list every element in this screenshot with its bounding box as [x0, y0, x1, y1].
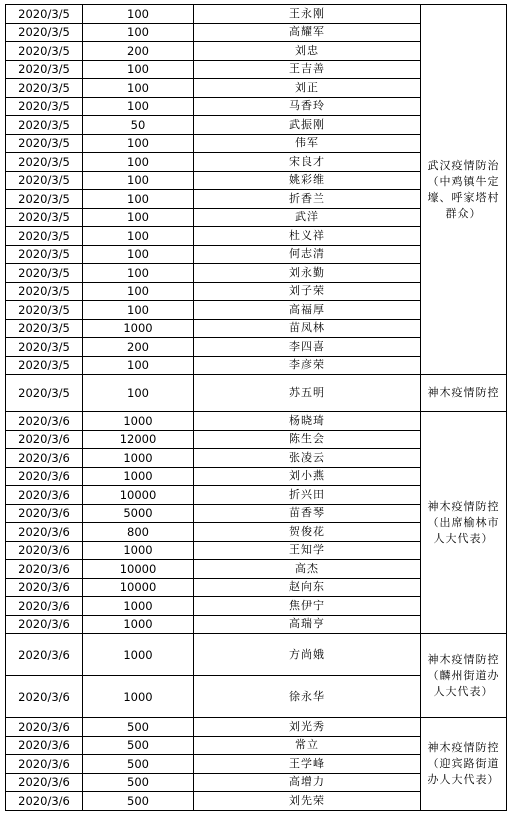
amount-cell: 100 — [83, 5, 194, 24]
amount-cell: 200 — [83, 42, 194, 61]
name-cell: 王永刚 — [194, 5, 421, 24]
name-cell: 武振刚 — [194, 116, 421, 135]
name-cell: 王学峰 — [194, 755, 421, 774]
date-cell: 2020/3/6 — [6, 467, 83, 486]
date-cell: 2020/3/5 — [6, 227, 83, 246]
name-cell: 伟军 — [194, 134, 421, 153]
date-cell: 2020/3/6 — [6, 578, 83, 597]
name-cell: 李四喜 — [194, 338, 421, 357]
date-cell: 2020/3/5 — [6, 79, 83, 98]
table-row — [6, 375, 507, 412]
amount-cell: 1000 — [83, 412, 194, 431]
amount-cell: 800 — [83, 523, 194, 542]
amount-cell: 12000 — [83, 430, 194, 449]
name-cell: 高瑞亨 — [194, 615, 421, 634]
name-cell: 刘正 — [194, 79, 421, 98]
amount-cell: 1000 — [83, 676, 194, 718]
name-cell: 刘先荣 — [194, 792, 421, 811]
amount-cell: 1000 — [83, 449, 194, 468]
amount-cell: 500 — [83, 773, 194, 792]
date-cell: 2020/3/5 — [6, 190, 83, 209]
name-cell: 高杰 — [194, 560, 421, 579]
name-cell: 何志清 — [194, 245, 421, 264]
name-cell: 苏五明 — [194, 375, 421, 412]
amount-cell: 1000 — [83, 615, 194, 634]
date-cell: 2020/3/6 — [6, 676, 83, 718]
amount-cell: 100 — [83, 153, 194, 172]
date-cell: 2020/3/6 — [6, 412, 83, 431]
name-cell: 刘小燕 — [194, 467, 421, 486]
date-cell: 2020/3/6 — [6, 486, 83, 505]
date-cell: 2020/3/5 — [6, 116, 83, 135]
name-cell: 苗凤林 — [194, 319, 421, 338]
table-row — [6, 634, 507, 676]
amount-cell: 500 — [83, 736, 194, 755]
name-cell: 王知学 — [194, 541, 421, 560]
amount-cell: 10000 — [83, 578, 194, 597]
amount-cell: 100 — [83, 301, 194, 320]
date-cell: 2020/3/6 — [6, 504, 83, 523]
amount-cell: 100 — [83, 375, 194, 412]
note-cell-shenmu: 神木疫情防控 — [421, 375, 507, 412]
date-cell: 2020/3/6 — [6, 523, 83, 542]
name-cell: 张凌云 — [194, 449, 421, 468]
amount-cell: 100 — [83, 208, 194, 227]
name-cell: 马香玲 — [194, 97, 421, 116]
amount-cell: 200 — [83, 338, 194, 357]
name-cell: 赵向东 — [194, 578, 421, 597]
name-cell: 常立 — [194, 736, 421, 755]
date-cell: 2020/3/6 — [6, 736, 83, 755]
name-cell: 焦伊宁 — [194, 597, 421, 616]
name-cell: 高福厚 — [194, 301, 421, 320]
date-cell: 2020/3/5 — [6, 356, 83, 375]
name-cell: 刘光秀 — [194, 718, 421, 737]
date-cell: 2020/3/5 — [6, 245, 83, 264]
amount-cell: 100 — [83, 134, 194, 153]
date-cell: 2020/3/6 — [6, 634, 83, 676]
note-cell-linzhou-reps: 神木疫情防控（麟州街道办人大代表） — [421, 634, 507, 718]
amount-cell: 100 — [83, 23, 194, 42]
date-cell: 2020/3/5 — [6, 338, 83, 357]
amount-cell: 100 — [83, 97, 194, 116]
name-cell: 高增力 — [194, 773, 421, 792]
amount-cell: 500 — [83, 792, 194, 811]
name-cell: 王吉善 — [194, 60, 421, 79]
table-row — [6, 5, 507, 24]
amount-cell: 100 — [83, 356, 194, 375]
name-cell: 高耀军 — [194, 23, 421, 42]
amount-cell: 100 — [83, 60, 194, 79]
date-cell: 2020/3/6 — [6, 541, 83, 560]
amount-cell: 10000 — [83, 486, 194, 505]
amount-cell: 1000 — [83, 597, 194, 616]
date-cell: 2020/3/5 — [6, 97, 83, 116]
amount-cell: 100 — [83, 171, 194, 190]
table-row — [6, 718, 507, 737]
date-cell: 2020/3/5 — [6, 319, 83, 338]
date-cell: 2020/3/5 — [6, 171, 83, 190]
date-cell: 2020/3/5 — [6, 301, 83, 320]
date-cell: 2020/3/6 — [6, 792, 83, 811]
date-cell: 2020/3/6 — [6, 560, 83, 579]
note-cell-wuhan: 武汉疫情防治（中鸡镇牛定壕、呼家塔村群众） — [421, 5, 507, 375]
donation-table — [5, 4, 507, 811]
amount-cell: 50 — [83, 116, 194, 135]
amount-cell: 5000 — [83, 504, 194, 523]
name-cell: 刘永勤 — [194, 264, 421, 283]
date-cell: 2020/3/5 — [6, 23, 83, 42]
amount-cell: 100 — [83, 227, 194, 246]
amount-cell: 500 — [83, 718, 194, 737]
amount-cell: 100 — [83, 79, 194, 98]
amount-cell: 100 — [83, 245, 194, 264]
date-cell: 2020/3/6 — [6, 615, 83, 634]
date-cell: 2020/3/6 — [6, 430, 83, 449]
name-cell: 李彦荣 — [194, 356, 421, 375]
amount-cell: 1000 — [83, 467, 194, 486]
name-cell: 杨晓琦 — [194, 412, 421, 431]
date-cell: 2020/3/5 — [6, 375, 83, 412]
name-cell: 折香兰 — [194, 190, 421, 209]
date-cell: 2020/3/5 — [6, 282, 83, 301]
date-cell: 2020/3/5 — [6, 264, 83, 283]
name-cell: 贺俊花 — [194, 523, 421, 542]
name-cell: 徐永华 — [194, 676, 421, 718]
name-cell: 姚彩维 — [194, 171, 421, 190]
note-cell-yingbin-reps: 神木疫情防控（迎宾路街道办人大代表） — [421, 718, 507, 811]
note-cell-yulin-reps: 神木疫情防控（出席榆林市人大代表） — [421, 412, 507, 634]
name-cell: 武洋 — [194, 208, 421, 227]
name-cell: 折兴田 — [194, 486, 421, 505]
name-cell: 方尚娥 — [194, 634, 421, 676]
amount-cell: 10000 — [83, 560, 194, 579]
amount-cell: 100 — [83, 282, 194, 301]
date-cell: 2020/3/5 — [6, 208, 83, 227]
amount-cell: 1000 — [83, 634, 194, 676]
amount-cell: 100 — [83, 264, 194, 283]
name-cell: 刘子荣 — [194, 282, 421, 301]
amount-cell: 1000 — [83, 541, 194, 560]
date-cell: 2020/3/5 — [6, 5, 83, 24]
date-cell: 2020/3/6 — [6, 773, 83, 792]
amount-cell: 1000 — [83, 319, 194, 338]
date-cell: 2020/3/5 — [6, 153, 83, 172]
date-cell: 2020/3/6 — [6, 597, 83, 616]
table-row — [6, 412, 507, 431]
name-cell: 杜义祥 — [194, 227, 421, 246]
date-cell: 2020/3/5 — [6, 42, 83, 61]
name-cell: 宋良才 — [194, 153, 421, 172]
name-cell: 苗香琴 — [194, 504, 421, 523]
amount-cell: 100 — [83, 190, 194, 209]
date-cell: 2020/3/5 — [6, 134, 83, 153]
date-cell: 2020/3/6 — [6, 755, 83, 774]
amount-cell: 500 — [83, 755, 194, 774]
date-cell: 2020/3/5 — [6, 60, 83, 79]
name-cell: 陈生会 — [194, 430, 421, 449]
date-cell: 2020/3/6 — [6, 449, 83, 468]
date-cell: 2020/3/6 — [6, 718, 83, 737]
name-cell: 刘忠 — [194, 42, 421, 61]
